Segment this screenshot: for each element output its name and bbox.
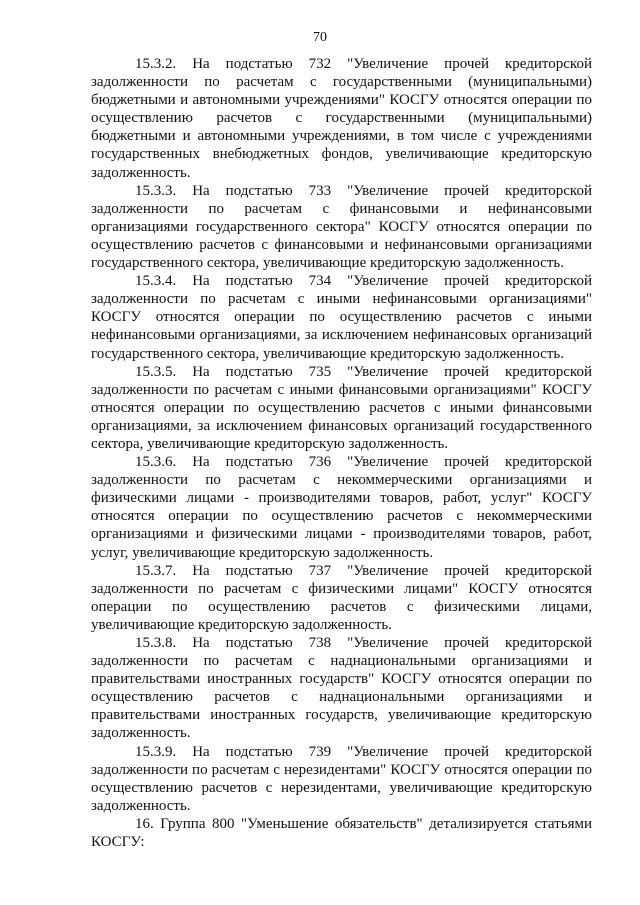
paragraph-16: 16. Группа 800 "Уменьшение обязательств" детализируется статьями КОСГУ:: [91, 815, 592, 851]
paragraph-15-3-8: 15.3.8. На подстатью 738 "Увеличение прочей кредиторской задолженности по расчетам с наднациональными организациями и правительствами иностранных государств" КОСГУ относятся операции по осуществлению расчетов с наднациональными организациями и правительствами иностранных государств, увеличивающие кредиторскую задолженность.: [91, 635, 592, 742]
paragraph-15-3-3: 15.3.3. На подстатью 733 "Увеличение прочей кредиторской задолженности по расчетам с финансовыми и нефинансовыми организациями государственного сектора" КОСГУ относятся операции по осуществлению расчетов с финансовыми и нефинансовыми организациями государственного сектора, увеличивающие кредиторскую задолженность.: [91, 182, 592, 272]
page-number: 70: [313, 30, 327, 45]
paragraph-15-3-7: 15.3.7. На подстатью 737 "Увеличение прочей кредиторской задолженности по расчетам с физическими лицами" КОСГУ относятся операции по осуществлению расчетов с физическими лицами, увеличивающие кредиторскую задолженность.: [91, 562, 592, 633]
paragraph-15-3-6: 15.3.6. На подстатью 736 "Увеличение прочей кредиторской задолженности по расчетам с некоммерческими организациями и физическими лицами - производителями товаров, работ, услуг" КОСГУ относятся операции по осуществлению расчетов с некоммерческими организациями и физическими лицами - производителями товаров, работ, услуг, увеличивающие кредиторскую задолженность.: [91, 454, 592, 561]
paragraph-15-3-5: 15.3.5. На подстатью 735 "Увеличение прочей кредиторской задолженности по расчетам с иными финансовыми организациями" КОСГУ относятся операции по осуществлению расчетов с иными финансовыми организациями, за исключением финансовых организаций государственного сектора, увеличивающие кредиторскую задолженность.: [91, 363, 592, 452]
paragraph-15-3-2: 15.3.2. На подстатью 732 "Увеличение прочей кредиторской задолженности по расчетам с государственными (муниципальными) бюджетными и автономными учреждениями" КОСГУ относятся операции по осуществлению расчетов с государственными (муниципальными) бюджетными и автономными учреждениями, в том числе с учреждениями государственных внебюджетных фондов, увеличивающие кредиторскую задолженность.: [91, 56, 592, 181]
paragraph-15-3-4: 15.3.4. На подстатью 734 "Увеличение прочей кредиторской задолженности по расчетам с иными нефинансовыми организациями" КОСГУ относятся операции по осуществлению расчетов с иными нефинансовыми организациями, за исключением нефинансовых организаций государственного сектора, увеличивающие кредиторскую задолженность.: [91, 273, 592, 362]
paragraph-15-3-9: 15.3.9. На подстатью 739 "Увеличение прочей кредиторской задолженности по расчетам с нерезидентами" КОСГУ относятся операции по осуществлению расчетов с нерезидентами, увеличивающие кредиторскую задолженность.: [91, 743, 592, 814]
document-body: [91, 55, 592, 851]
